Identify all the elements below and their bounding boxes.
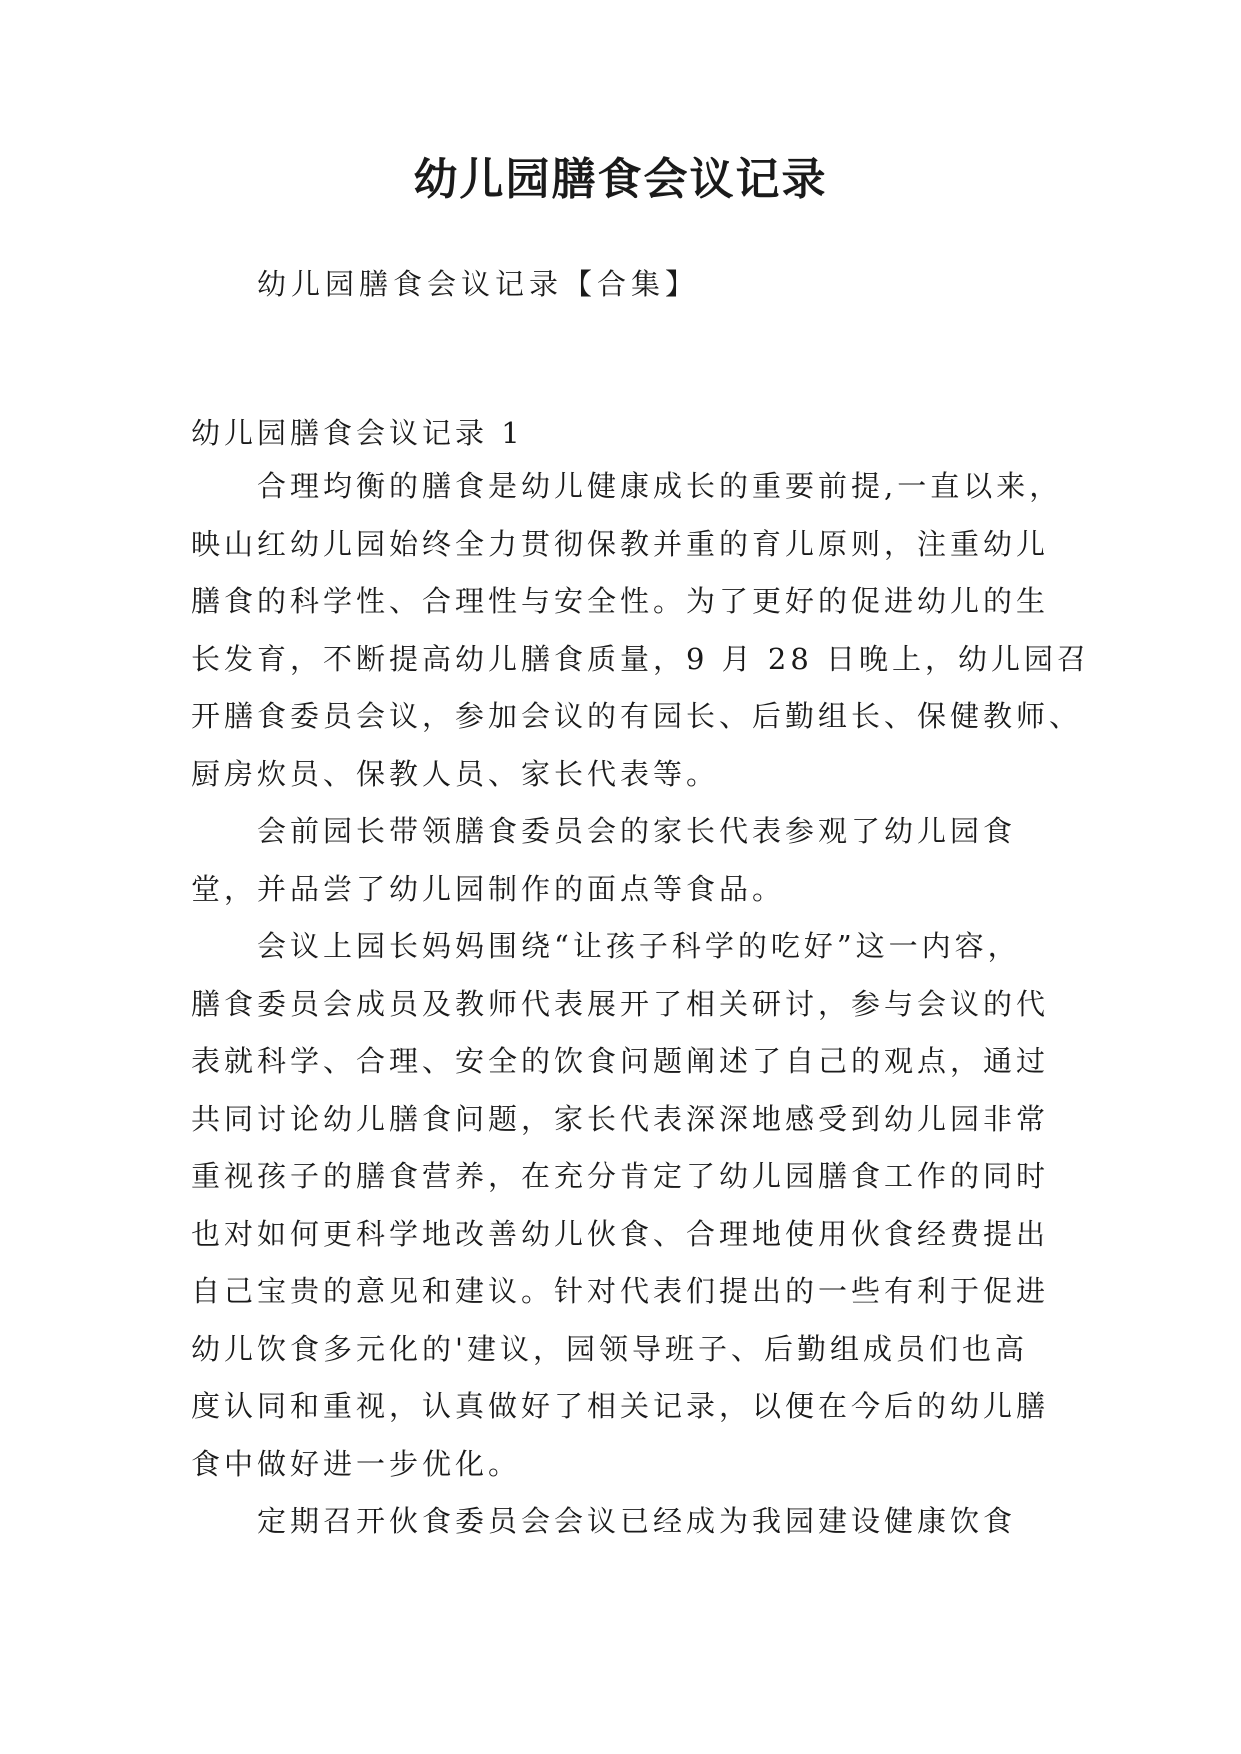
- text-line: 表就科学、合理、安全的饮食问题阐述了自己的观点，通过: [191, 1044, 1050, 1078]
- text-line: 膳食的科学性、合理性与安全性。为了更好的促进幼儿的生: [191, 584, 1050, 618]
- text-line: 定期召开伙食委员会会议已经成为我园建设健康饮食: [257, 1504, 1017, 1538]
- text-line: 膳食委员会成员及教师代表展开了相关研讨，参与会议的代: [191, 986, 1050, 1021]
- text-line: 食中做好进一步优化。: [191, 1446, 522, 1481]
- document-body: [191, 464, 1091, 1557]
- document-title: 幼儿园膳食会议记录: [413, 154, 828, 205]
- section-heading: 幼儿园膳食会议记录 1: [191, 416, 524, 450]
- text-line: 共同讨论幼儿膳食问题，家长代表深深地感受到幼儿园非常: [191, 1101, 1050, 1136]
- text-line: 幼儿饮食多元化的'建议，园领导班子、后勤组成员们也高: [191, 1331, 1028, 1366]
- text-line: 自己宝贵的意见和建议。针对代表们提出的一些有利于促进: [191, 1274, 1050, 1308]
- text-line: 长发育，不断提高幼儿膳食质量，9 月 28 日晚上，幼儿园召: [191, 641, 1091, 676]
- text-line: 也对如何更科学地改善幼儿伙食、合理地使用伙食经费提出: [191, 1216, 1050, 1251]
- paragraph: [191, 464, 1091, 809]
- text-line: 会议上园长妈妈围绕“让孩子科学的吃好”这一内容，: [257, 929, 1021, 963]
- text-line: 合理均衡的膳食是幼儿健康成长的重要前提,一直以来，: [257, 469, 1063, 503]
- text-line: 映山红幼儿园始终全力贯彻保教并重的育儿原则，注重幼儿: [191, 526, 1050, 561]
- document-subtitle: 幼儿园膳食会议记录【合集】: [257, 267, 700, 301]
- paragraph: [191, 1499, 1071, 1557]
- text-line: 开膳食委员会议，参加会议的有园长、后勤组长、保健教师、: [191, 699, 1083, 733]
- text-line: 堂，并品尝了幼儿园制作的面点等食品。: [191, 871, 786, 906]
- text-line: 厨房炊员、保教人员、家长代表等。: [191, 756, 720, 791]
- paragraph: [191, 924, 1071, 1499]
- text-line: 会前园长带领膳食委员会的家长代表参观了幼儿园食: [257, 814, 1017, 848]
- paragraph: [191, 809, 1071, 924]
- text-line: 重视孩子的膳食营养，在充分肯定了幼儿园膳食工作的同时: [191, 1159, 1050, 1193]
- text-line: 度认同和重视，认真做好了相关记录，以便在今后的幼儿膳: [191, 1389, 1050, 1423]
